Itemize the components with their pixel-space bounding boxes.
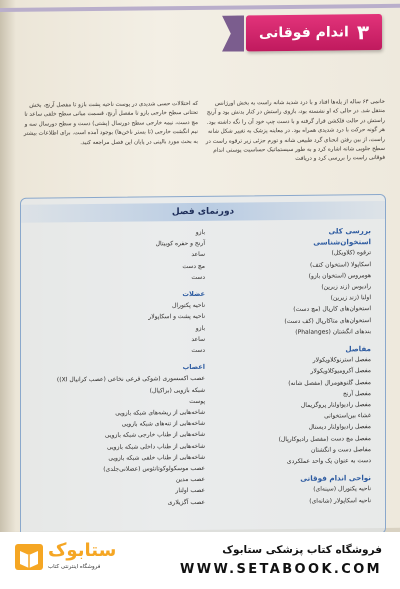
chapter-outline-box	[20, 194, 386, 538]
store-footer	[0, 532, 400, 589]
setabook-logo[interactable]	[14, 540, 117, 582]
outline-item: دست	[191, 273, 205, 281]
logo-wordmark: ستابوک	[48, 540, 117, 561]
outline-item: ساعد	[191, 251, 205, 259]
book-logo-icon	[14, 542, 44, 572]
outline-item: شاخه‌هایی از طناب خلفی شبکه بازویی	[108, 453, 205, 462]
outline-item: دست	[191, 346, 205, 355]
logo-tagline: فروشگاه اینترنتی کتاب	[48, 564, 101, 570]
outline-item: مفصل استرنوکلاویکولار	[312, 356, 371, 364]
outline-item: مفصل رادیواولنار دیستال	[308, 423, 371, 432]
outline-item: استخوان‌های کارپال (مچ دست)	[293, 305, 371, 314]
outline-item: مفصل آکرومیوکلاویکولار	[310, 367, 371, 376]
outline-item: مچ دست	[182, 262, 205, 270]
outline-item: مفصل آرنج	[342, 389, 371, 398]
outline-item: ترقوه (کلاویکل)	[331, 249, 371, 257]
outline-item: شاخه‌هایی از ریشه‌های شبکه بازویی	[115, 408, 205, 417]
outline-item: عصب مدین	[175, 476, 205, 484]
outline-item: استخوان‌های متاکارپال (کف دست)	[284, 316, 371, 325]
outline-item: بازو	[195, 228, 205, 236]
intro-paragraph-left: که اختلالات حسی شدیدی در پوست ناحیه پشت بازو تا مفصل آرنج، بخش تحتانی سطح خارجی بازو تا مفصل آرنج، قسمت میانی سطح خلفی ساعد تا مچ دست، نیمه خارجی سطح دورسال (پشتی) دست و سطح دورسال سه و نیم انگشت خارجی (تا بستر ناخن‌ها) بوجود آمده است. برای اطلاعات بیشتر به بحث مورد بالینی در پایان این فصل مراجعه کنید.	[23, 100, 198, 146]
outline-column-left	[35, 227, 205, 510]
outline-item: عصب موسکولوکوتانئوس (عضلانی‌جلدی)	[103, 464, 205, 473]
outline-section-heading: استخوان‌شناسی	[313, 237, 371, 247]
outline-item: اسکاپولا (استخوان کتف)	[310, 260, 371, 269]
outline-item: ناحیه پکتورال	[172, 302, 205, 310]
outline-item: مفصل گلنوهومرال (مفصل شانه)	[288, 378, 371, 387]
outline-column-right	[199, 225, 371, 508]
outline-title: دورنمای فصل	[21, 201, 385, 223]
outline-item: عصب آگزیلاری	[167, 498, 205, 506]
outline-item: ناحیه پکتورال (سینه‌ای)	[313, 485, 371, 494]
outline-item: هومروس (استخوان بازو)	[308, 271, 371, 280]
outline-item: مفاصل دست و انگشتان	[311, 445, 371, 454]
outline-item: شاخه‌هایی از تنه‌های شبکه بازویی	[121, 420, 205, 428]
outline-item: دست به عنوان یک واحد عملکردی	[286, 457, 371, 466]
outline-item: شاخه‌هایی از طناب خارجی شبکه بازویی	[104, 431, 205, 440]
outline-section-heading: اعصاب	[182, 363, 205, 372]
outline-section-heading: نواحی اندام فوقانی	[300, 473, 371, 484]
chapter-number: ۳	[356, 20, 370, 45]
outline-item: مفصل مچ دست (مفصل رادیوکارپال)	[278, 434, 371, 443]
outline-item: مفصل رادیواولنار پروگزیمال	[300, 401, 371, 409]
outline-section-heading: مفاصل	[345, 344, 371, 354]
outline-item: ساعد	[191, 335, 205, 343]
outline-section-heading: عضلات	[182, 289, 205, 299]
outline-item: پوست	[189, 397, 205, 405]
outline-item: ناحیه اسکاپولار (شانه‌ای)	[309, 496, 371, 505]
intro-paragraph-right: خانمی ۶۴ ساله از پله‌ها افتاد و با درد شدید شانه راست به بخش اورژانس منتقل شد. در حالی که او نشسته بود، بازوی راستش در کنار بدنش بود و آرنج راستش در حالت فلکشن قرار گرفته و با دست چپ خود آن را نگه داشته بود. هر گونه حرکت با درد شدیدی همراه بود. در معاینه پزشک به تغییر شکل شانه راست، از بین رفتن انحنای گرد طبیعی شانه و تورم جزئی زیر ترقوه راست در سطح جلویی شانه اشاره کرد و به طور سیستماتیک حساسیت پوستی اندام فوقانی راست را بررسی کرد و دریافت	[205, 98, 385, 163]
header-stripe	[0, 4, 400, 12]
outline-item: اولنا (زند زیرین)	[330, 294, 371, 302]
outline-item: عصب اولنار	[175, 487, 205, 495]
banner-flag-decoration	[222, 15, 244, 51]
outline-item: بازو	[195, 324, 205, 332]
store-name: فروشگاه کتاب پزشکی ستابوک	[222, 544, 382, 556]
outline-item: غشاء بین‌استخوانی	[324, 412, 371, 420]
outline-item: شاخه‌هایی از طناب داخلی شبکه بازویی	[107, 442, 205, 451]
outline-item: شبکه بازویی (براکیال)	[149, 386, 205, 395]
store-url-link[interactable]: WWW.SETABOOK.COM	[179, 562, 382, 577]
outline-item: بندهای انگشتان (Phalanges)	[295, 327, 371, 336]
outline-item: عصب اکسسوری (شوکی فرعی نخاعی (عصب کرانیال XI))	[56, 375, 205, 384]
outline-item: آرنج و حفره کوبیتال	[155, 240, 205, 248]
outline-item: رادیوس (زند زبرین)	[321, 283, 371, 291]
outline-item: ناحیه پشت و اسکاپولار	[148, 313, 205, 321]
chapter-title: اندام فوقانی	[258, 24, 349, 42]
outline-section-heading: بررسی کلی	[328, 226, 371, 236]
chapter-banner	[246, 14, 382, 51]
